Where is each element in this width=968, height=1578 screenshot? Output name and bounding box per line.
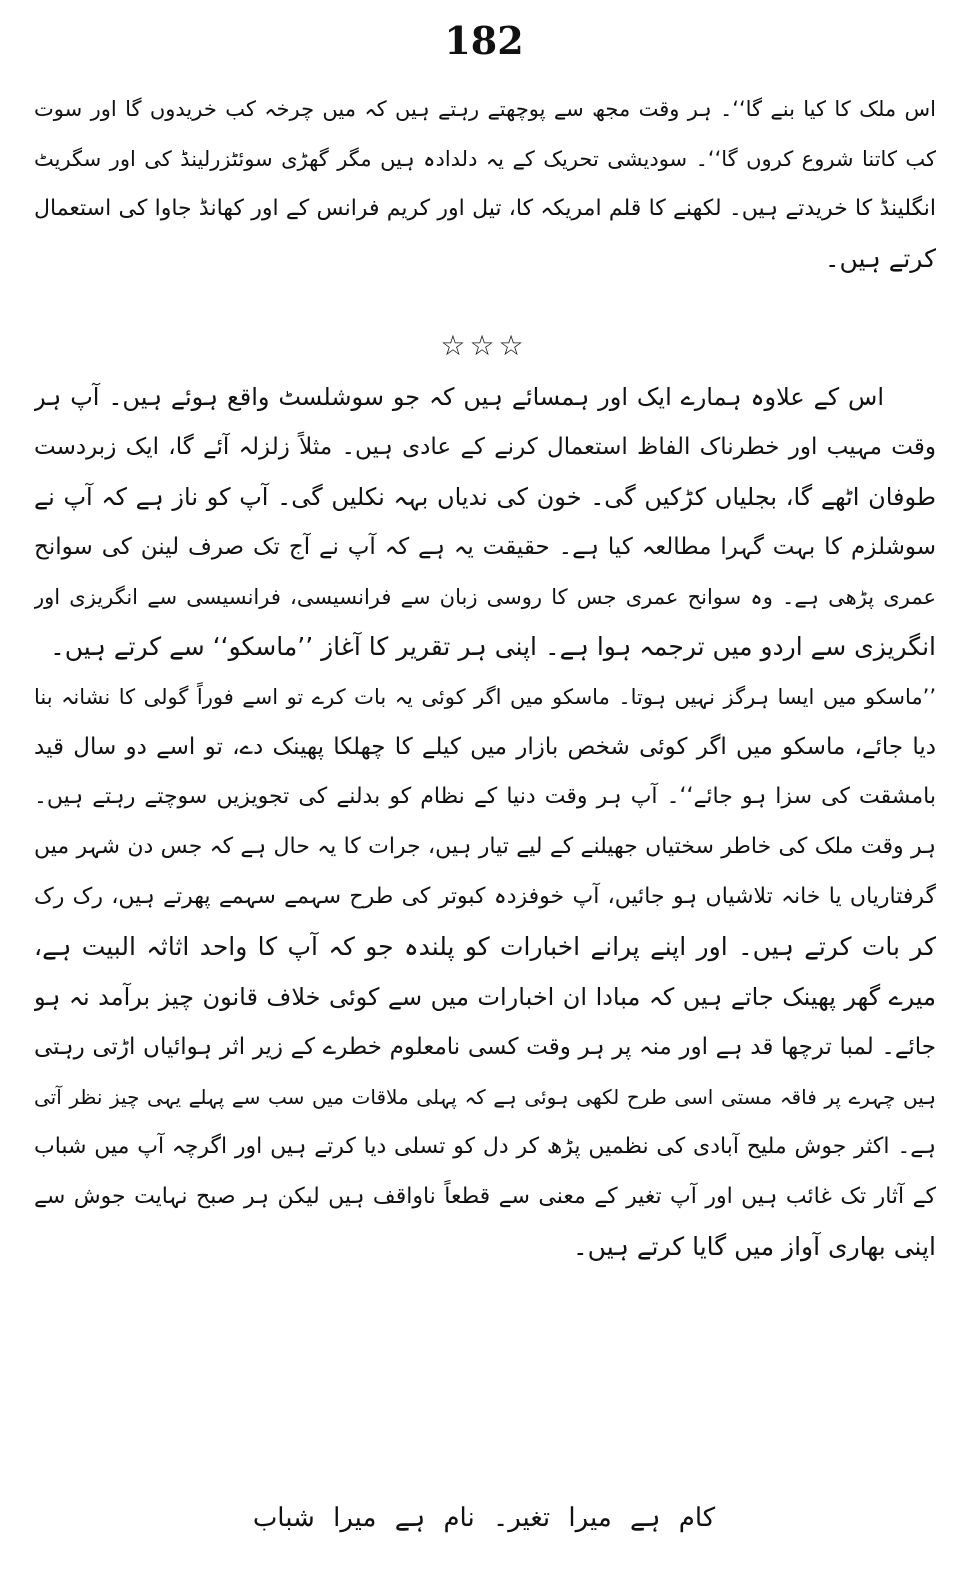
section-separator-stars: ☆☆☆ <box>440 329 528 362</box>
page-number: 182 <box>444 18 524 63</box>
text-line: وقت مہیب اور خطرناک الفاظ استعمال کرنے کے عادی ہیں۔ مثلاً زلزلہ آئے گا، ایک زبردست <box>34 434 936 460</box>
text-line: ہے۔ اکثر جوش ملیح آبادی کی نظمیں پڑھ کر دل کو تسلی دیا کرتے ہیں اور اگرچہ آپ میں شباب <box>34 1134 936 1159</box>
text-line: اس کے علاوہ ہمارے ایک اور ہمسائے ہیں کہ جو سوشلسٹ واقع ہوئے ہیں۔ آپ ہر <box>34 383 884 411</box>
text-line: طوفان اٹھے گا، بجلیاں کڑکیں گی۔ خون کی ندیاں بہہ نکلیں گی۔ آپ کو ناز ہے کہ آپ نے <box>34 483 936 511</box>
text-line: ’’ماسکو میں ایسا ہرگز نہیں ہوتا۔ ماسکو میں اگر کوئی یہ بات کرے تو اسے فوراً گولی کا نشانہ بنا <box>34 685 936 709</box>
text-line: انگلینڈ کا خریدتے ہیں۔ لکھنے کا قلم امریکہ کا، تیل اور کریم فرانس کے اور کھانڈ جاوا کی استعمال <box>34 196 936 221</box>
text-line: عمری پڑھی ہے۔ وہ سوانح عمری جس کا روسی زبان سے فرانسیسی، فرانسیسی سے انگریزی اور <box>34 585 936 609</box>
text-line: انگریزی سے اردو میں ترجمہ ہوا ہے۔ اپنی ہر تقریر کا آغاز ’’ماسکو‘‘ سے کرتے ہیں۔ <box>50 632 936 661</box>
text-line: سوشلزم کا بہت گہرا مطالعہ کیا ہے۔ حقیقت یہ ہے کہ آپ نے آج تک صرف لینن کی سوانح <box>34 534 936 560</box>
text-line: کے آثار تک غائب ہیں اور آپ تغیر کے معنی سے قطعاً ناواقف ہیں لیکن ہر صبح نہایت جوش سے <box>34 1184 936 1209</box>
text-line: دیا جائے، ماسکو میں اگر کوئی شخص بازار میں کیلے کا چھلکا پھینک دے، تو اسے دو سال قید <box>34 734 936 760</box>
text-line: کرتے ہیں۔ <box>824 244 936 273</box>
paragraph-2 <box>34 372 936 1272</box>
text-line: جائے۔ لمبا ترچھا قد ہے اور منہ پر ہر وقت کسی نامعلوم خطرے کے زیر اثر ہوائیاں اڑتی رہتی <box>34 1034 936 1060</box>
text-line: کب کاتنا شروع کروں گا‘‘۔ سودیشی تحریک کے یہ دلدادہ ہیں مگر گھڑی سوئٹزرلینڈ کی اور سگریٹ <box>34 147 936 171</box>
text-line: ہیں چہرے پر فاقہ مستی اسی طرح لکھی ہوئی ہے کہ پہلی ملاقات میں سب سے پہلے یہی چیز نظر آتی <box>34 1085 936 1109</box>
text-line: ہر وقت ملک کی خاطر سختیاں جھیلنے کے لیے تیار ہیں، جرات کا یہ حال ہے کہ جس دن شہر میں <box>34 834 936 859</box>
text-line: بامشقت کی سزا ہو جائے‘‘۔ آپ ہر وقت دنیا کے نظام کو بدلنے کی تجویزیں سوچتے رہتے ہیں۔ <box>34 784 936 809</box>
paragraph-1 <box>34 84 936 284</box>
verse-couplet: کام ہے میرا تغیر۔ نام ہے میرا شباب <box>252 1503 716 1533</box>
text-line: کر بات کرتے ہیں۔ اور اپنے پرانے اخبارات کو پلندہ جو کہ آپ کا واحد اثاثہ البیت ہے، <box>34 932 936 961</box>
text-line: میرے گھر پھینک جاتے ہیں کہ مبادا ان اخبارات میں سے کوئی خلاف قانون چیز برآمد نہ ہو <box>34 983 936 1011</box>
text-line: گرفتاریاں یا خانہ تلاشیاں ہو جائیں، آپ خوفزدہ کبوتر کی طرح سہمے سہمے پھرتے ہیں، رک رک <box>34 884 936 909</box>
text-line: اس ملک کا کیا بنے گا‘‘۔ ہر وقت مجھ سے پوچھتے رہتے ہیں کہ میں چرخہ کب خریدوں گا اور سوت <box>34 97 936 121</box>
text-line: اپنی بھاری آواز میں گایا کرتے ہیں۔ <box>573 1232 936 1261</box>
